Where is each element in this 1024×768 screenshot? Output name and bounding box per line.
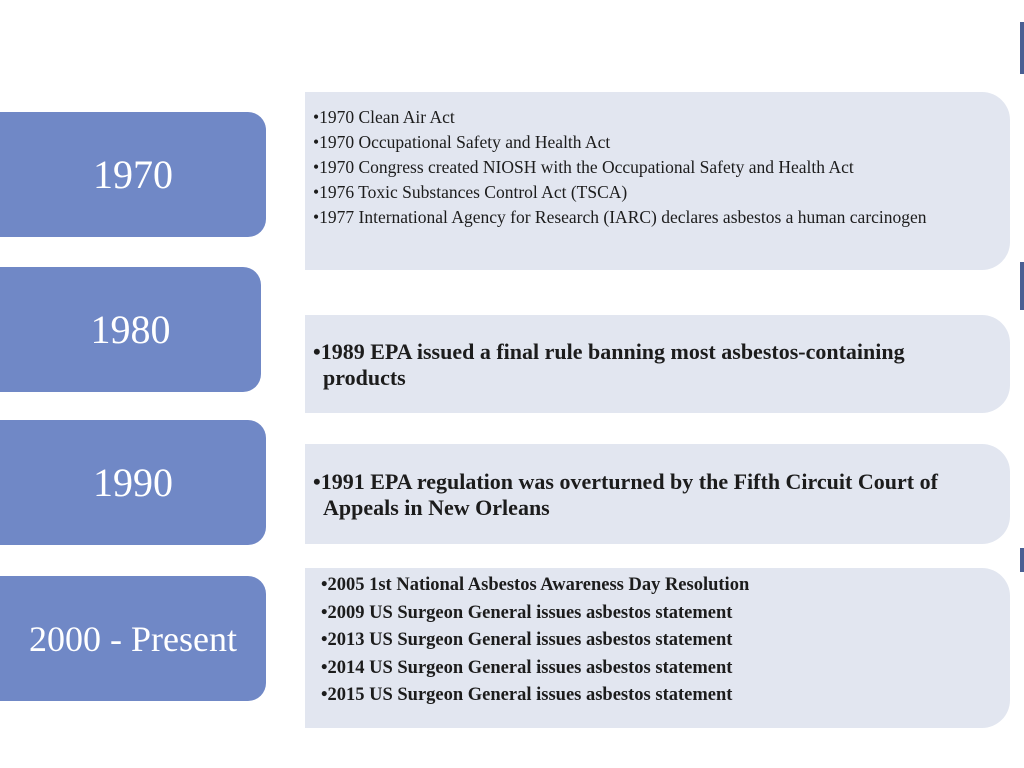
event-box-2000-present: [305, 568, 1010, 728]
event-box-1970: [305, 92, 1010, 270]
event-item: •1970 Clean Air Act: [313, 107, 455, 127]
event-list: [313, 469, 982, 521]
event-list: [321, 572, 998, 710]
event-item: •2014 US Surgeon General issues asbestos statement: [321, 657, 733, 678]
event-list: [313, 339, 986, 391]
edge-mark: [1020, 262, 1024, 310]
event-item: •1976 Toxic Substances Control Act (TSCA): [313, 182, 628, 202]
event-item: •2013 US Surgeon General issues asbestos statement: [321, 630, 733, 650]
edge-mark: [1020, 22, 1024, 74]
event-item: •2015 US Surgeon General issues asbestos statement: [321, 685, 733, 705]
event-item: •1970 Occupational Safety and Health Act: [313, 132, 611, 152]
event-item: •1989 EPA issued a final rule banning most asbestos-containing products: [313, 339, 905, 390]
event-item: •1970 Congress created NIOSH with the Occupational Safety and Health Act: [313, 157, 854, 177]
timeline-period-1990: 1990: [0, 420, 266, 545]
event-box-1990: [305, 444, 1010, 544]
event-item: •2009 US Surgeon General issues asbestos statement: [321, 602, 733, 623]
edge-mark: [1020, 548, 1024, 572]
event-item: •1991 EPA regulation was overturned by the Fifth Circuit Court of Appeals in New Orleans: [313, 469, 938, 520]
event-list: [313, 105, 998, 230]
timeline-period-1980: 1980: [0, 267, 261, 392]
timeline-period-1970: 1970: [0, 112, 266, 237]
event-item: •1977 International Agency for Research (IARC) declares asbestos a human carcinogen: [313, 207, 927, 227]
event-item: •2005 1st National Asbestos Awareness Day Resolution: [321, 575, 750, 595]
event-box-1980: [305, 315, 1010, 413]
timeline-period-2000-present: 2000 - Present: [0, 576, 266, 701]
